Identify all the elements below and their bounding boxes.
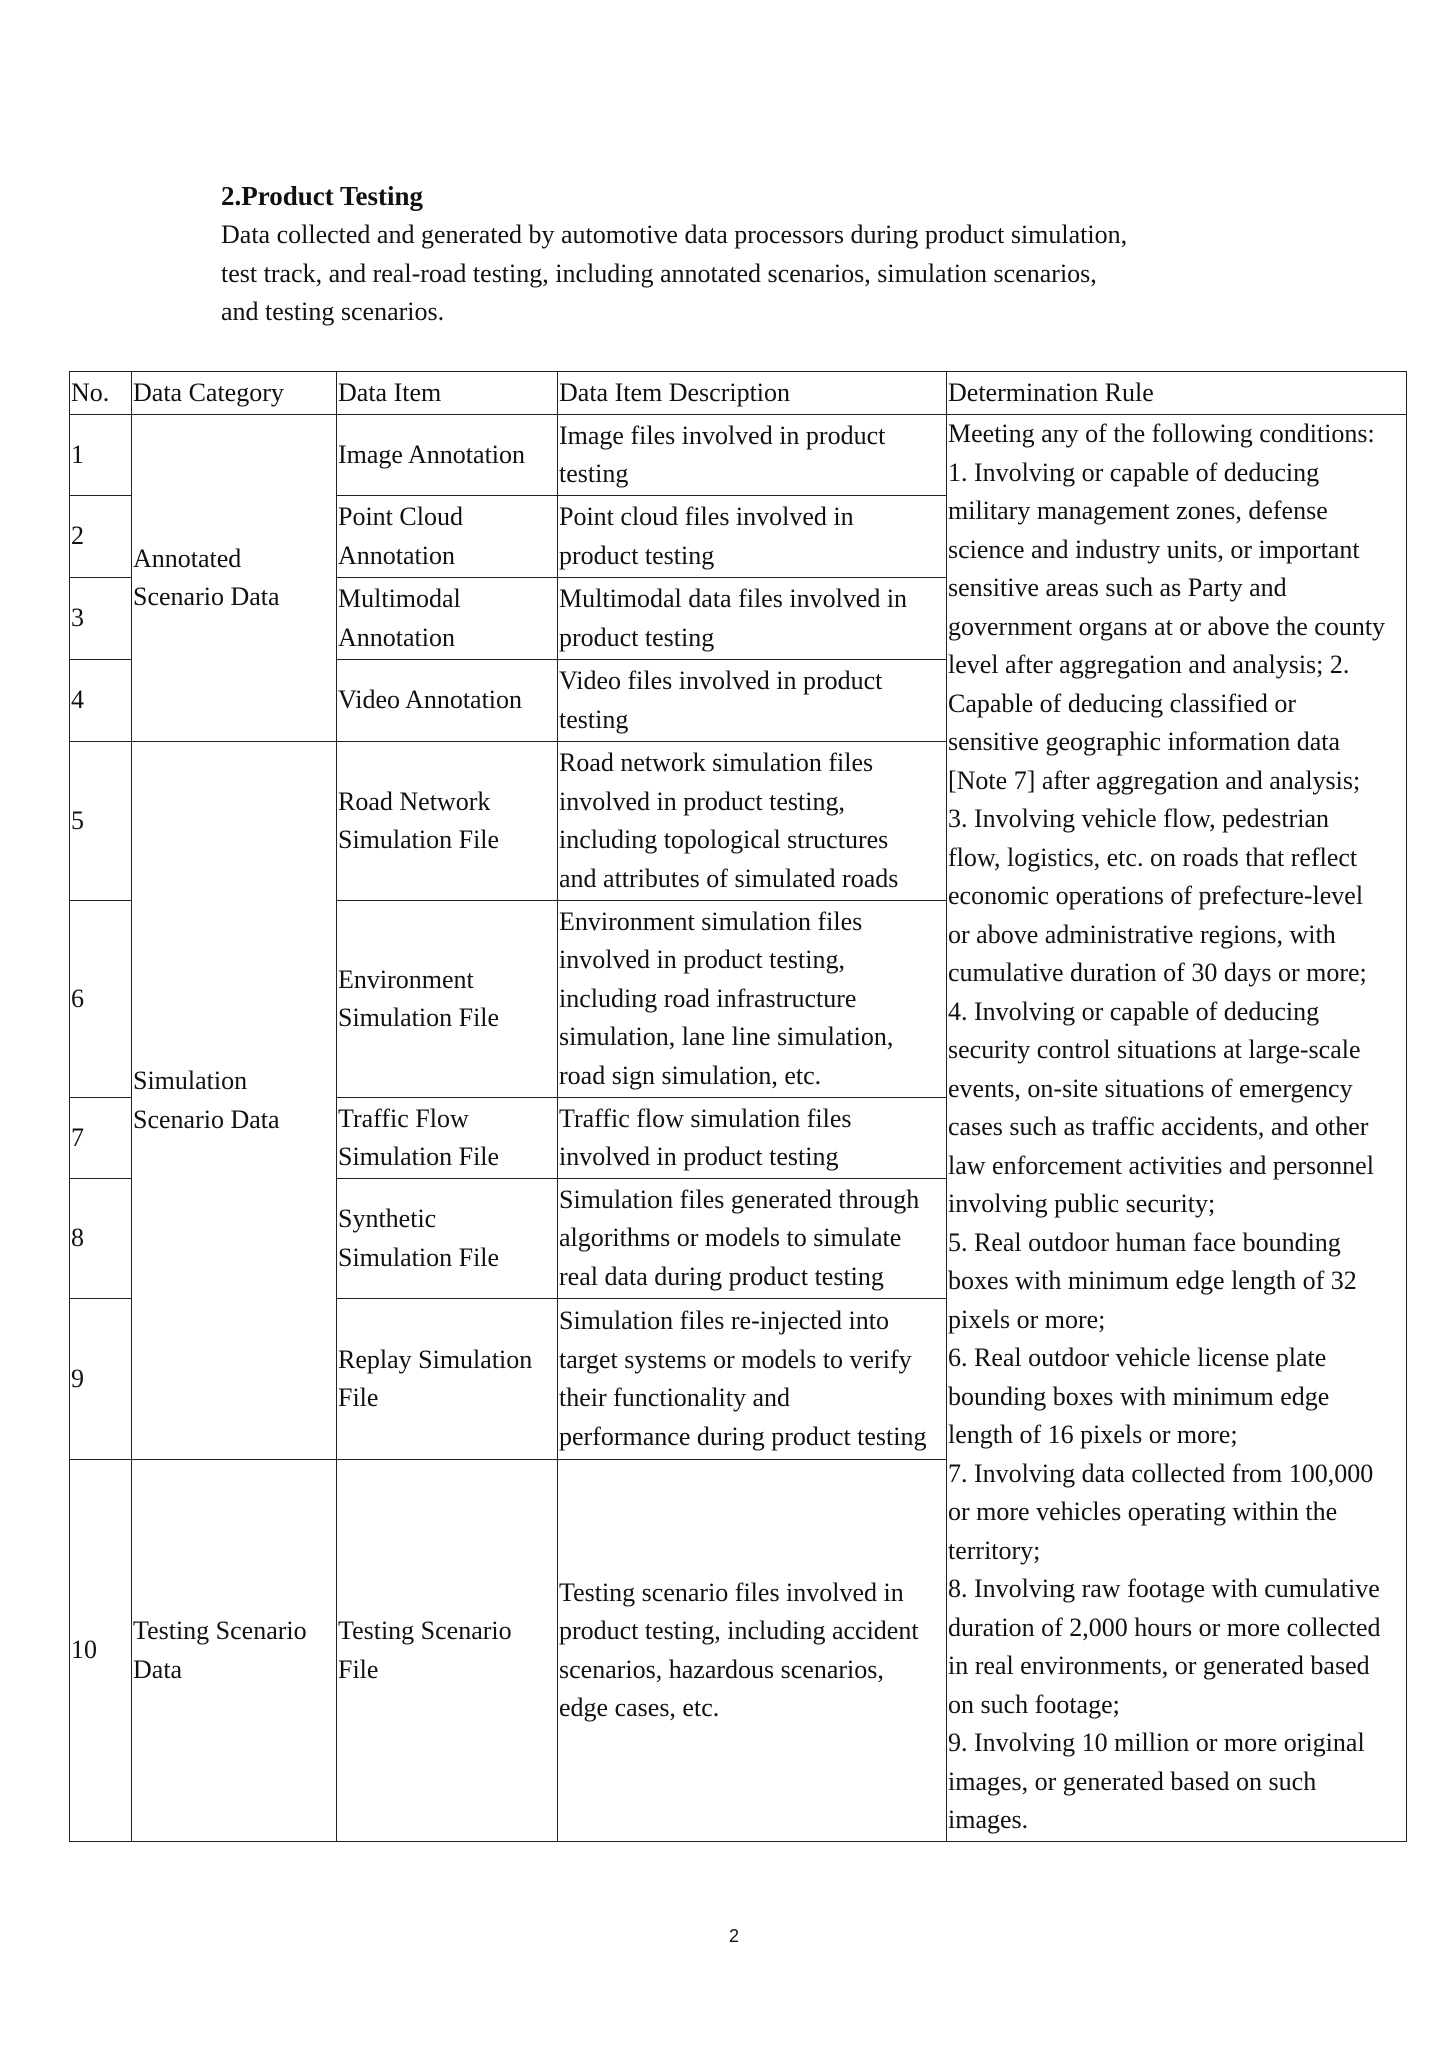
item-cell: Point Cloud Annotation — [337, 496, 558, 578]
description-cell: Traffic flow simulation files involved in product testing — [558, 1098, 947, 1179]
row-no: 2 — [70, 496, 132, 578]
item-cell: Multimodal Annotation — [337, 578, 558, 660]
header-item: Data Item — [337, 372, 558, 415]
item-cell: Environment Simulation File — [337, 901, 558, 1098]
row-no: 7 — [70, 1098, 132, 1179]
section-intro: Data collected and generated by automotive data processors during product simulation, test track, and real-road testing, including annotated scenarios, simulation scenarios, and testing scenarios. — [221, 220, 1128, 326]
row-no: 5 — [70, 742, 132, 901]
description-cell: Road network simulation files involved in product testing, including topological structures and attributes of simulated roads — [558, 742, 947, 901]
product-testing-table — [69, 371, 1407, 1842]
item-cell: Road Network Simulation File — [337, 742, 558, 901]
category-cell: Testing Scenario Data — [132, 1460, 337, 1842]
item-cell: Synthetic Simulation File — [337, 1179, 558, 1299]
header-rule: Determination Rule — [947, 372, 1407, 415]
item-cell: Video Annotation — [337, 660, 558, 742]
item-cell: Traffic Flow Simulation File — [337, 1098, 558, 1179]
item-cell: Image Annotation — [337, 415, 558, 496]
row-no: 10 — [70, 1460, 132, 1842]
row-no: 8 — [70, 1179, 132, 1299]
category-cell: Annotated Scenario Data — [132, 415, 337, 742]
row-no: 9 — [70, 1299, 132, 1460]
row-no: 6 — [70, 901, 132, 1098]
description-cell: Multimodal data files involved in product testing — [558, 578, 947, 660]
description-cell: Testing scenario files involved in product testing, including accident scenarios, hazardous scenarios, edge cases, etc. — [558, 1460, 947, 1842]
description-cell: Simulation files generated through algorithms or models to simulate real data during product testing — [558, 1179, 947, 1299]
description-cell: Environment simulation files involved in product testing, including road infrastructure simulation, lane line simulation, road sign simulation, etc. — [558, 901, 947, 1098]
description-cell: Video files involved in product testing — [558, 660, 947, 742]
page-number: 2 — [729, 1926, 740, 1946]
row-no: 3 — [70, 578, 132, 660]
section-heading: 2.Product Testing — [221, 181, 424, 211]
item-cell: Replay Simulation File — [337, 1299, 558, 1460]
row-no: 1 — [70, 415, 132, 496]
determination-rule-cell: Meeting any of the following conditions: 1. Involving or capable of deducing military management zones, defense science and industry units, or important sensitive areas such as Party and government organs at or above the county level after aggregation and analysis; 2. Capable of deducing classified or sensitive geographic information data [Note 7] after aggregation and analysis; 3. Involving vehicle flow, pedestrian flow, logistics, etc. on roads that reflect economic operations of prefecture-level or above administrative regions, with cumulative duration of 30 days or more; 4. Involving or capable of deducing security control situations at large-scale events, on-site situations of emergency cases such as traffic accidents, and other law enforcement activities and personnel involving public security; 5. Real outdoor human face bounding boxes with minimum edge length of 32 pixels or more; 6. Real outdoor vehicle license plate bounding boxes with minimum edge length of 16 pixels or more; 7. Involving data collected from 100,000 or more vehicles operating within the territory; 8. Involving raw footage with cumulative duration of 2,000 hours or more collected in real environments, or generated based on such footage; 9. Involving 10 million or more original images, or generated based on such images. — [947, 415, 1407, 1842]
item-cell: Testing Scenario File — [337, 1460, 558, 1842]
table-header-row — [70, 372, 1407, 415]
description-cell: Image files involved in product testing — [558, 415, 947, 496]
header-no: No. — [70, 372, 132, 415]
category-cell: Simulation Scenario Data — [132, 742, 337, 1460]
header-description: Data Item Description — [558, 372, 947, 415]
header-category: Data Category — [132, 372, 337, 415]
table-row — [70, 415, 1407, 496]
description-cell: Point cloud files involved in product testing — [558, 496, 947, 578]
row-no: 4 — [70, 660, 132, 742]
description-cell: Simulation files re-injected into target systems or models to verify their functionality and performance during product testing — [558, 1299, 947, 1460]
